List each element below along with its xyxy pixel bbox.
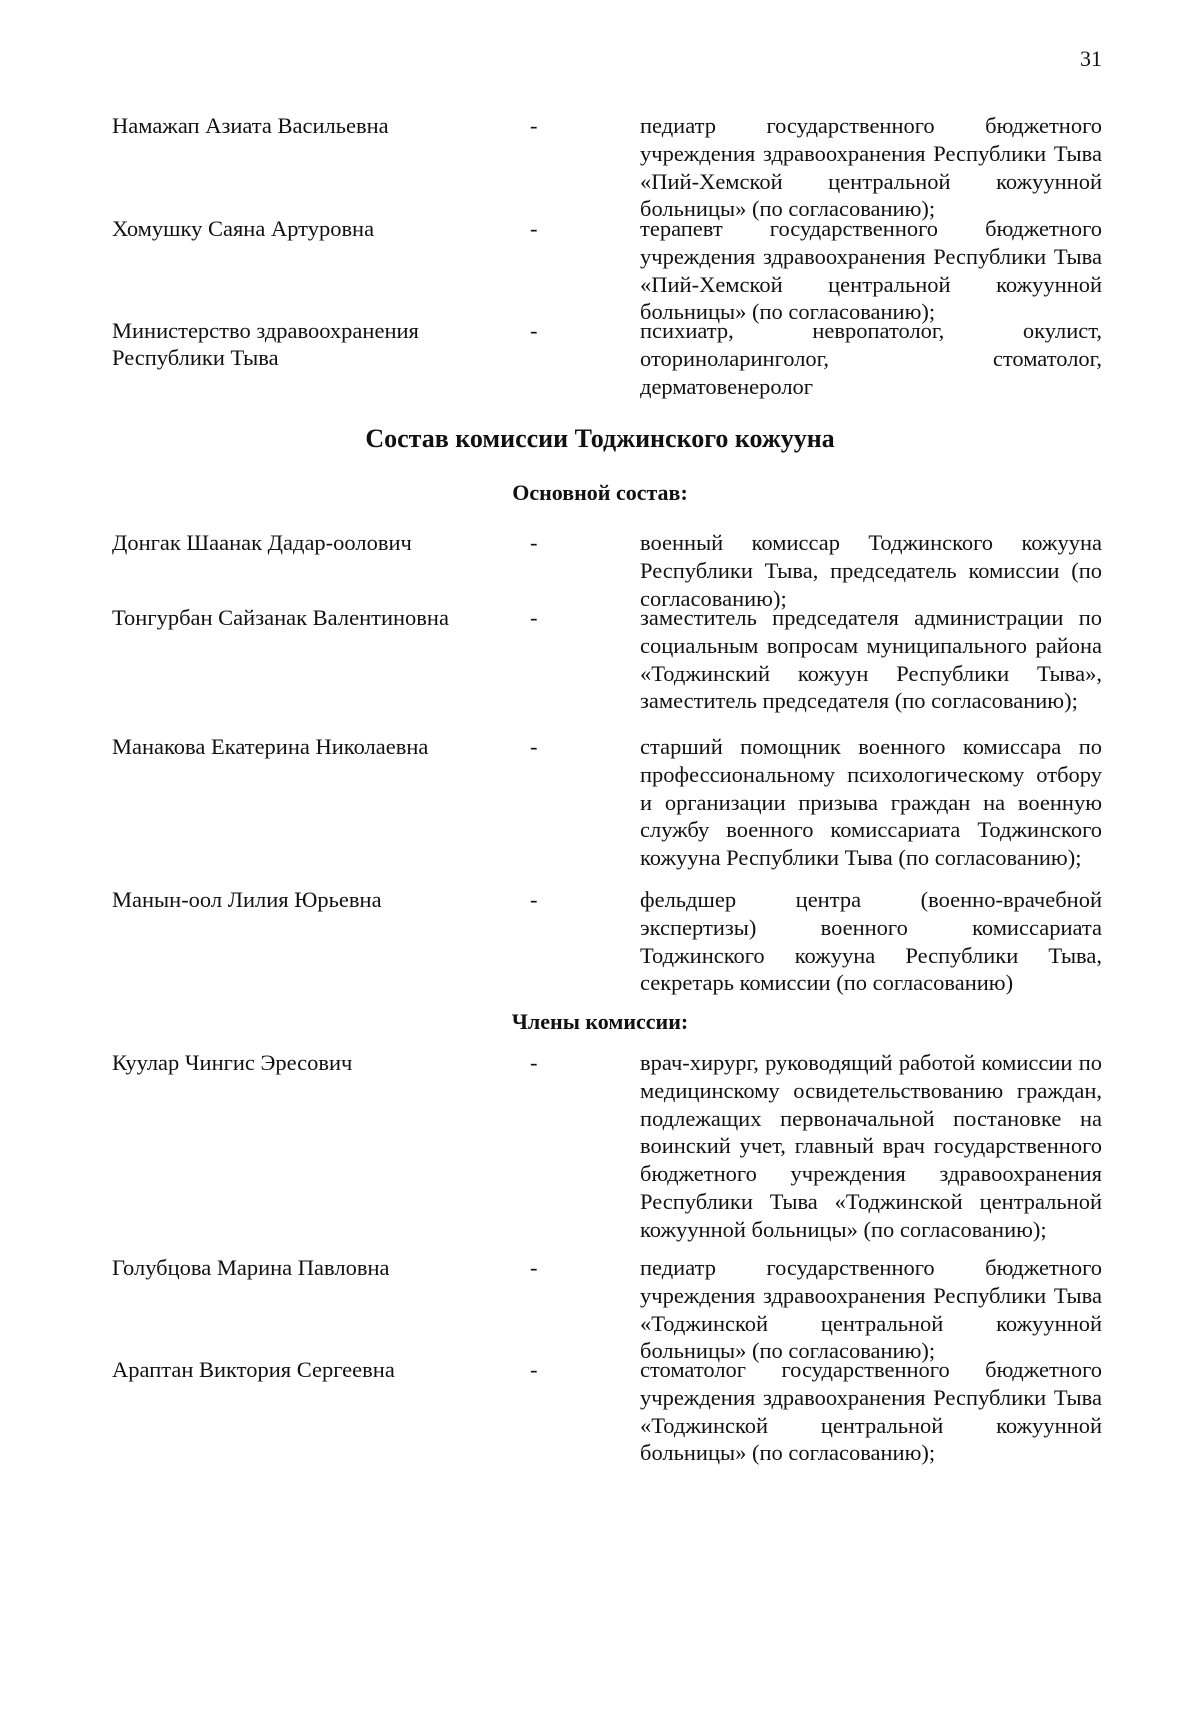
dash-separator: -	[530, 1050, 538, 1075]
dash-separator: -	[530, 113, 538, 138]
core-composition-title: Основной состав:	[512, 480, 688, 505]
member-role: педиатр государственного бюджетного учреждения здравоохранения Республики Тыва «Пий-Хемской центральной кожуунной больницы» (по согласованию);	[640, 113, 1102, 222]
dash-separator: -	[530, 734, 538, 759]
dash-separator: -	[530, 216, 538, 241]
dash-separator: -	[530, 530, 538, 555]
member-role: врач-хирург, руководящий работой комиссии по медицинскому освидетельствованию граждан, подлежащих первоначальной постановке на воинский учет, главный врач государственного бюджетного учреждения здравоохранения Республики Тыва «Тоджинской центральной кожуунной больницы» (по согласованию);	[640, 1050, 1102, 1242]
member-name: Хомушку Саяна Артуровна	[112, 216, 375, 241]
member-role: стоматолог государственного бюджетного учреждения здравоохранения Республики Тыва «Тоджинской центральной кожуунной больницы» (по согласованию);	[640, 1357, 1102, 1466]
dash-separator: -	[530, 1357, 538, 1382]
members-title: Члены комиссии:	[511, 1009, 689, 1034]
member-name: Министерство здравоохранения Республики Тыва	[112, 318, 419, 370]
dash-separator: -	[530, 1255, 538, 1280]
dash-separator: -	[530, 605, 538, 630]
member-role: заместитель председателя администрации по социальным вопросам муниципального района «Тоджинский кожуун Республики Тыва», заместитель председателя (по согласованию);	[640, 605, 1102, 714]
member-name: Манын-оол Лилия Юрьевна	[112, 887, 382, 912]
member-name: Куулар Чингис Эресович	[112, 1050, 353, 1075]
member-name: Голубцова Марина Павловна	[112, 1255, 390, 1280]
member-role: терапевт государственного бюджетного учреждения здравоохранения Республики Тыва «Пий-Хемской центральной кожуунной больницы» (по согласованию);	[640, 216, 1102, 325]
member-name: Намажап Азиата Васильевна	[112, 113, 389, 138]
dash-separator: -	[530, 887, 538, 912]
member-role: педиатр государственного бюджетного учреждения здравоохранения Республики Тыва «Тоджинской центральной кожуунной больницы» (по согласованию);	[640, 1255, 1102, 1364]
section-title: Состав комиссии Тоджинского кожууна	[365, 424, 835, 453]
member-name: Донгак Шаанак Дадар-оолович	[112, 530, 412, 555]
member-name: Араптан Виктория Сергеевна	[112, 1357, 395, 1382]
member-role: старший помощник военного комиссара по профессиональному психологическому отбору и организации призыва граждан на военную службу военного комиссариата Тоджинского кожууна Республики Тыва (по согласованию);	[640, 734, 1102, 871]
member-name: Тонгурбан Сайзанак Валентиновна	[112, 605, 449, 630]
dash-separator: -	[530, 318, 538, 343]
member-role: военный комиссар Тоджинского кожууна Республики Тыва, председатель комиссии (по согласованию);	[640, 530, 1102, 611]
member-name: Манакова Екатерина Николаевна	[112, 734, 429, 759]
member-role: психиатр, невропатолог, окулист, оториноларинголог, стоматолог, дерматовенеролог	[640, 318, 1102, 399]
member-role: фельдшер центра (военно-врачебной экспертизы) военного комиссариата Тоджинского кожууна Республики Тыва, секретарь комиссии (по согласованию)	[640, 887, 1102, 996]
page-number: 31	[1080, 46, 1102, 71]
